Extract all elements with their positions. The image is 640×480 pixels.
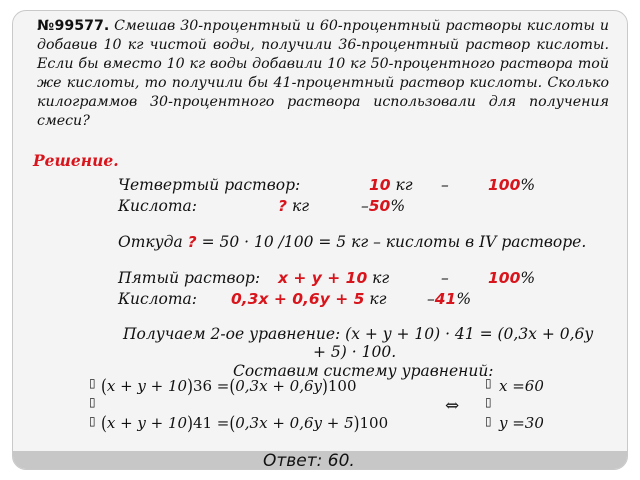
acid1-unit: кг [291,197,310,215]
eq1-right: 0,3x + 0,6y [235,377,322,395]
left-brace-mid-icon: ▯ [89,395,96,409]
acid1-dash: – [361,197,369,215]
fourth-solution-pct-group [488,176,535,194]
fifth-solution-unit: кг [372,269,390,287]
whence-label: Откуда [118,233,183,251]
solution-heading: Решение. [33,151,119,170]
eq1-left: x + y + 10 [106,377,188,395]
eq2-coef: 41 = [192,414,230,432]
answer: Ответ: 60. [263,451,355,470]
left-brace-bottom-icon: ▯ [89,414,96,428]
acid2-dash: – [427,290,435,308]
fourth-solution-label: Четвертый раствор: [118,176,301,194]
fourth-solution-row [118,176,300,194]
fourth-solution-mass: 10 [369,176,391,194]
slide [12,10,628,470]
system-equation-1: (x + y + 10)36 =(0,3x + 0,6y)100 [101,374,357,398]
second-equation-line1: Получаем 2-ое уравнение: (x + y + 10) · 41 = (0,3x + 0,6y [123,325,594,343]
eq1-tail: 100 [327,377,357,395]
fourth-solution-unit: кг [395,176,413,194]
eq2-left: x + y + 10 [106,414,188,432]
fifth-solution-mass-group [278,269,389,287]
acid1-label: Кислота: [118,197,198,215]
second-equation-line2: + 5) · 100. [313,343,397,361]
fourth-solution-dash: – [441,176,449,194]
acid2-label: Кислота: [118,290,198,308]
fifth-solution-pct-sign: % [520,269,536,287]
left-brace-top-icon: ▯ [89,376,96,390]
fifth-solution-mass: x + y + 10 [278,269,368,287]
acid2-mass-group [231,290,386,308]
acid1-pct-sign: % [390,197,406,215]
fifth-solution-pct-group [488,269,535,287]
equivalence-icon: ⇔ [445,396,460,416]
system-caption: Составим систему уравнений: [233,362,494,380]
acid1-mass: ? [278,197,287,215]
whence-question: ? [187,233,197,251]
acid1-mass-group [278,197,309,215]
right-brace-bottom-icon: ▯ [485,414,492,428]
right-brace-mid-icon: ▯ [485,395,492,409]
system-equation-2: (x + y + 10)41 =(0,3x + 0,6y + 5)100 [101,411,389,435]
acid2-pct-group [427,290,471,308]
acid2-pct-sign: % [456,290,472,308]
whence-row [118,233,586,251]
acid1-pct: 50 [368,197,391,215]
problem-text: Смешав 30-процентный и 60-процентный растворы кислоты и добавив 10 кг чистой воды, получили 36-процентный раствор кислоты. Если бы вместо 10 кг воды добавили 10 кг 50-процентного раствора той же кислоты, то получили бы 41-процентный раствор кислоты. Сколько килограммов 30-процентного раствора использовали для получения смеси? [37,18,609,129]
fourth-solution-mass-group [369,176,413,194]
eq1-coef: 36 = [192,377,230,395]
fourth-solution-pct-sign: % [520,176,536,194]
problem-statement [37,17,609,131]
acid2-unit: кг [369,290,387,308]
solution-x: x =60 [499,377,544,395]
fifth-solution-label: Пятый раствор: [118,269,261,287]
acid2-mass: 0,3x + 0,6y + 5 [231,290,365,308]
acid1-pct-group [361,197,405,215]
eq2-tail: 100 [359,414,389,432]
right-brace-top-icon: ▯ [485,376,492,390]
fifth-solution-dash: – [441,269,449,287]
fifth-solution-pct: 100 [488,269,521,287]
solution-y: y =30 [499,414,544,432]
eq2-right: 0,3x + 0,6y + 5 [235,414,354,432]
acid2-pct: 41 [434,290,457,308]
whence-expression: = 50 · 10 /100 = 5 кг – кислоты в IV растворе. [201,233,587,251]
fourth-solution-pct: 100 [488,176,521,194]
problem-number: №99577. [37,18,110,34]
